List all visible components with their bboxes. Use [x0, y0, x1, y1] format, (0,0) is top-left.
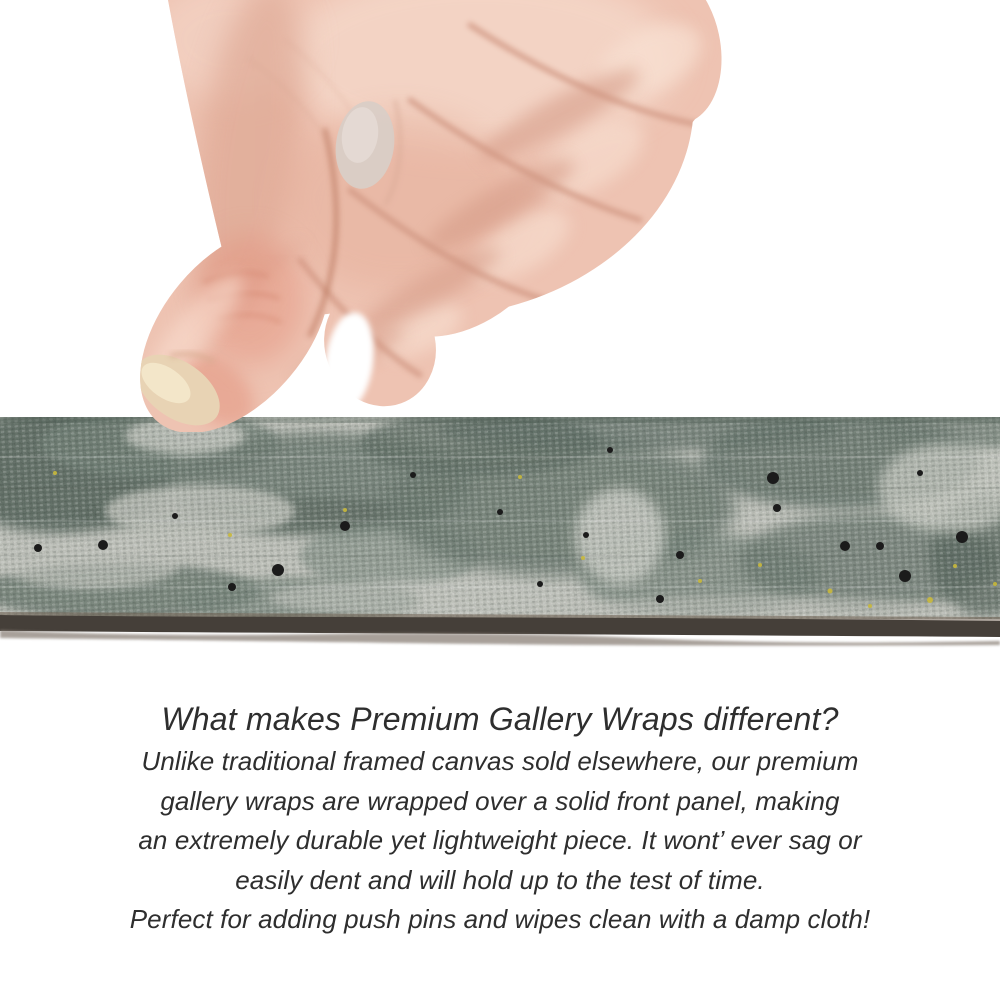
info-line-3: an extremely durable yet lightweight piece. It wont’ ever sag or: [138, 825, 862, 855]
canvas-paint-texture: [0, 416, 1000, 629]
info-line-2: gallery wraps are wrapped over a solid front panel, making: [160, 785, 840, 816]
info-line-1: Unlike traditional framed canvas sold elsewhere, our premium: [141, 746, 859, 776]
info-title: What makes Premium Gallery Wraps different?: [161, 701, 839, 737]
canvas-edge: [0, 612, 1000, 646]
info-line-4: easily dent and will hold up to the test of time.: [235, 864, 765, 895]
hand-photo: [0, 0, 1000, 432]
canvas-grain-light: [0, 417, 1000, 619]
info-line-5: Perfect for adding push pins and wipes clean with a damp cloth!: [129, 904, 871, 934]
info-text-block: [0, 696, 1000, 940]
canvas-strip-photo: [0, 416, 1000, 656]
